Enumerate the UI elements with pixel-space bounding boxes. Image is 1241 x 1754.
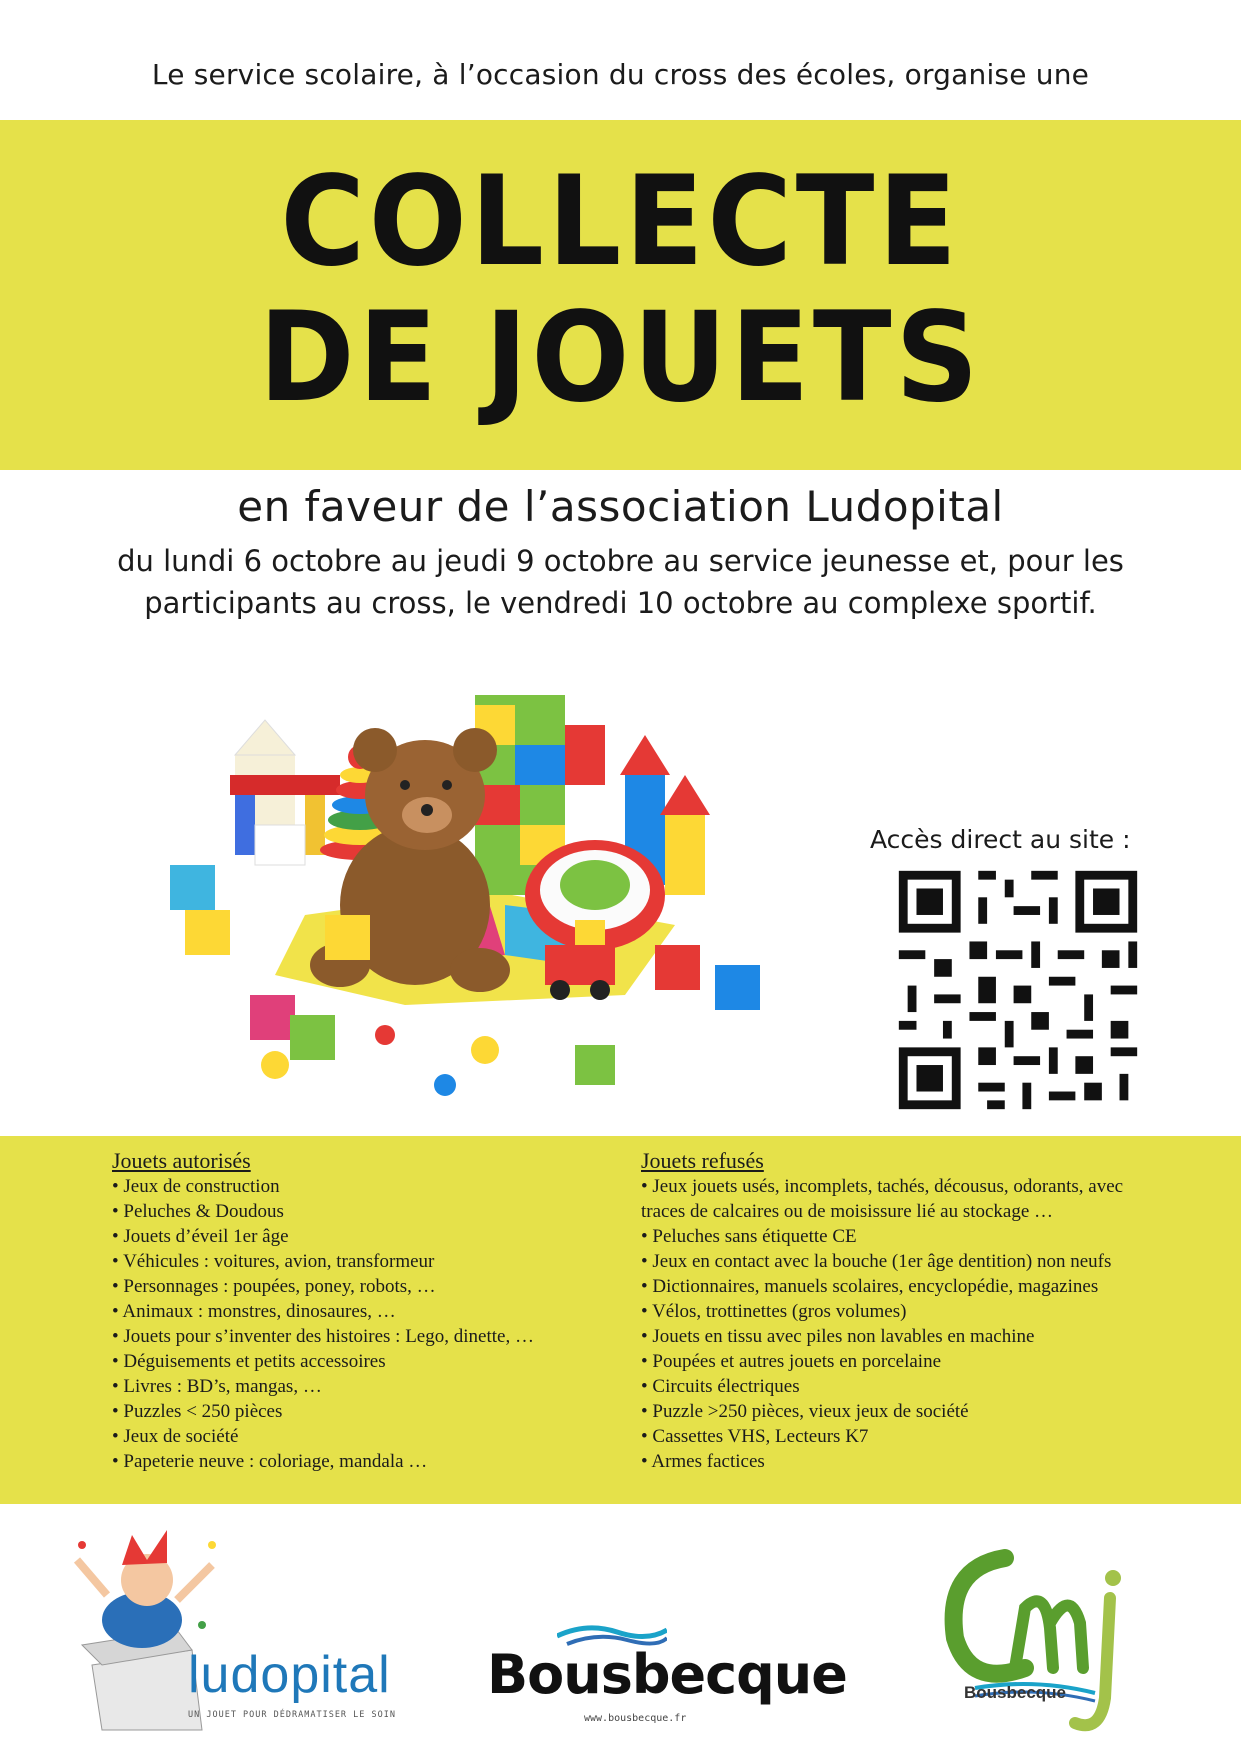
- qr-caption: Accès direct au site :: [870, 825, 1131, 854]
- ludopital-tagline: UN JOUET POUR DÉDRAMATISER LE SOIN: [188, 1710, 396, 1720]
- ludopital-name: ludopital: [188, 1646, 391, 1704]
- list-item: • Peluches sans étiquette CE: [641, 1224, 1141, 1249]
- list-item: • Peluches & Doudous: [112, 1199, 572, 1224]
- list-item: • Jeux en contact avec la bouche (1er âge dentition) non neufs: [641, 1249, 1141, 1274]
- qr-code-icon[interactable]: [890, 862, 1146, 1118]
- bousbecque-name: Bousbecque: [487, 1643, 847, 1706]
- list-item: traces de calcaires ou de moisissure lié au stockage …: [641, 1201, 1054, 1222]
- cmj-town-name: Bousbecque: [964, 1683, 1067, 1702]
- list-item: • Papeterie neuve : coloriage, mandala …: [112, 1449, 572, 1474]
- list-item: • Dictionnaires, manuels scolaires, encyclopédie, magazines: [641, 1274, 1141, 1299]
- refused-toys-title: Jouets refusés: [641, 1148, 764, 1173]
- list-item: • Jouets en tissu avec piles non lavables en machine: [641, 1324, 1141, 1349]
- list-item: • Déguisements et petits accessoires: [112, 1349, 572, 1374]
- dates-line-2: participants au cross, le vendredi 10 octobre au complexe sportif.: [144, 586, 1097, 620]
- intro-text: Le service scolaire, à l’occasion du cross des écoles, organise une: [151, 58, 1090, 91]
- list-item: • Puzzles < 250 pièces: [112, 1399, 572, 1424]
- list-item: • Puzzle >250 pièces, vieux jeux de société: [641, 1399, 1141, 1424]
- bousbecque-url[interactable]: www.bousbecque.fr: [584, 1713, 687, 1724]
- list-item: • Jeux jouets usés, incomplets, tachés, décousus, odorants, avec: [641, 1174, 1141, 1199]
- list-item: • Jeux de construction: [112, 1174, 572, 1199]
- list-item: • Vélos, trottinettes (gros volumes): [641, 1299, 1141, 1324]
- list-item: • Véhicules : voitures, avion, transformeur: [112, 1249, 572, 1274]
- list-item: • Livres : BD’s, mangas, …: [112, 1374, 572, 1399]
- list-item: • Jeux de société: [112, 1424, 572, 1449]
- cmj-logo-icon: [935, 1528, 1165, 1738]
- allowed-toys-title: Jouets autorisés: [112, 1148, 251, 1173]
- allowed-toys-list: [112, 1148, 572, 1474]
- dates-line-1: du lundi 6 octobre au jeudi 9 octobre au service jeunesse et, pour les: [117, 544, 1124, 578]
- refused-toys-list: [641, 1148, 1141, 1474]
- list-item: • Poupées et autres jouets en porcelaine: [641, 1349, 1141, 1374]
- list-item: • Jouets pour s’inventer des histoires : Lego, dinette, …: [112, 1324, 572, 1349]
- list-item: • Animaux : monstres, dinosaures, …: [112, 1299, 572, 1324]
- list-item: • Jouets d’éveil 1er âge: [112, 1224, 572, 1249]
- headline-line-1: COLLECTE: [280, 150, 961, 294]
- list-item: • Personnages : poupées, poney, robots, …: [112, 1274, 572, 1299]
- list-item: • Cassettes VHS, Lecteurs K7: [641, 1424, 1141, 1449]
- toys-illustration: [155, 665, 830, 1115]
- association-line: en faveur de l’association Ludopital: [237, 482, 1004, 531]
- list-item: • Armes factices: [641, 1449, 1141, 1474]
- list-item: • Circuits électriques: [641, 1374, 1141, 1399]
- headline-line-2: DE JOUETS: [258, 286, 983, 430]
- dates-block: [0, 540, 1241, 624]
